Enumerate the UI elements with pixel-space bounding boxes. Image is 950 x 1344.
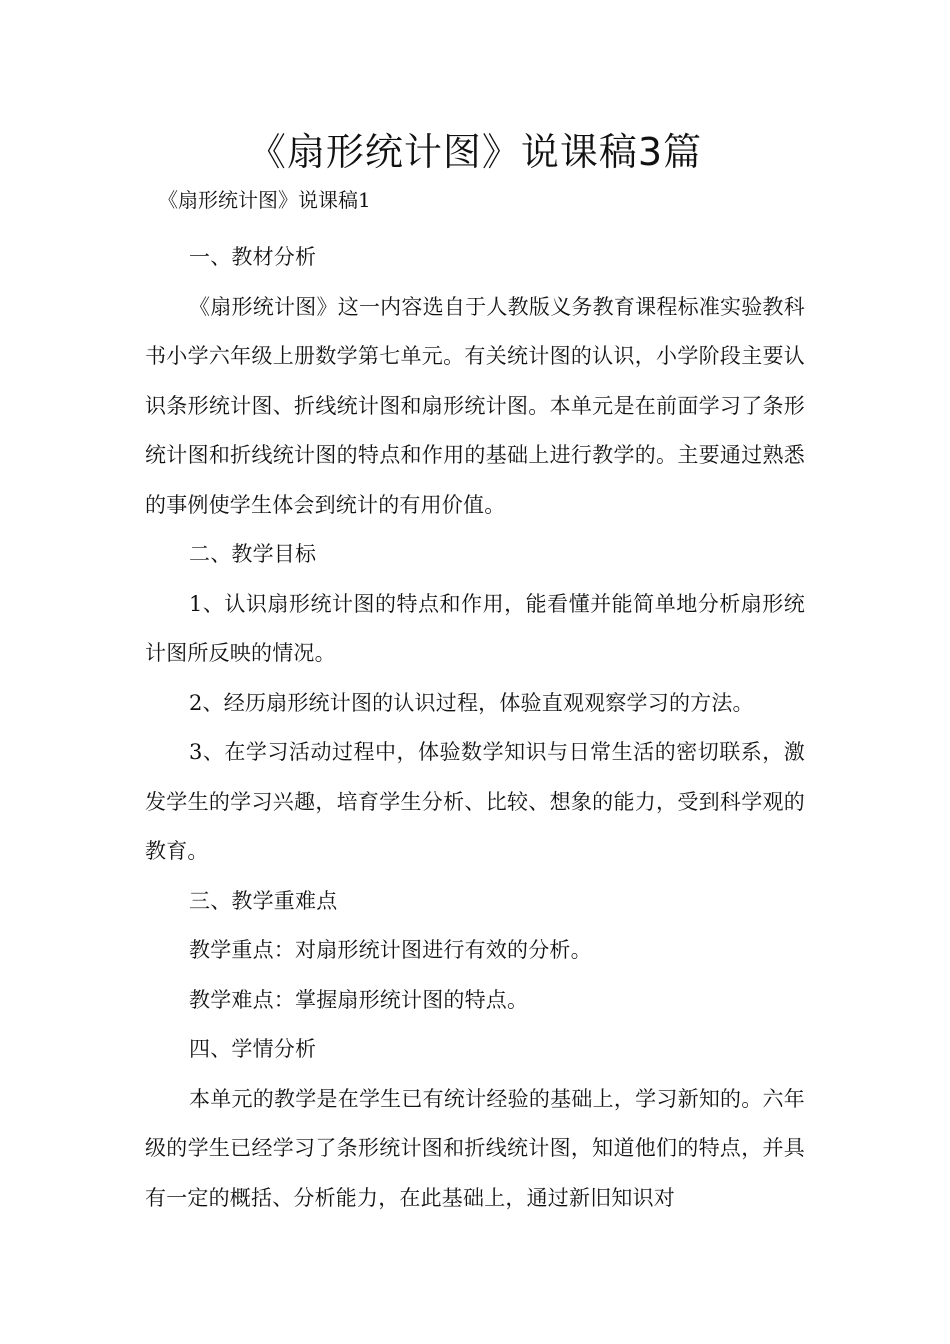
paragraph: 教学难点：掌握扇形统计图的特点。 <box>189 987 529 1012</box>
paragraph: 本单元的教学是在学生已有统计经验的基础上，学习新知的。六年级的学生已经学习了条形统计图和折线统计图，知道他们的特点，并具有一定的概括、分析能力，在此基础上，通过新旧知识对 <box>145 1086 805 1210</box>
document-title: 《扇形统计图》说课稿3篇 <box>247 130 703 174</box>
section-heading: 一、教材分析 <box>189 245 317 269</box>
section-heading: 四、学情分析 <box>189 1037 317 1061</box>
paragraph: 3、在学习活动过程中，体验数学知识与日常生活的密切联系，激发学生的学习兴趣，培育学生分析、比较、想象的能力，受到科学观的教育。 <box>145 740 805 863</box>
section-heading: 二、教学目标 <box>189 542 317 566</box>
paragraph: 1、认识扇形统计图的特点和作用，能看懂并能简单地分析扇形统计图所反映的情况。 <box>145 591 805 665</box>
section-heading: 三、教学重难点 <box>189 888 338 913</box>
paragraph: 《扇形统计图》这一内容选自于人教版义务教育课程标准实验教科书小学六年级上册数学第七单元。有关统计图的认识，小学阶段主要认识条形统计图、折线统计图和扇形统计图。本单元是在前面学习了条形统计图和折线统计图的特点和作用的基础上进行教学的。主要通过熟悉的事例使学生体会到统计的有用价值。 <box>145 294 805 517</box>
paragraph: 教学重点：对扇形统计图进行有效的分析。 <box>189 938 592 962</box>
document-subtitle: 《扇形统计图》说课稿1 <box>158 188 371 212</box>
document-body <box>145 233 805 1223</box>
paragraph: 2、经历扇形统计图的认识过程，体验直观观察学习的方法。 <box>189 690 754 715</box>
